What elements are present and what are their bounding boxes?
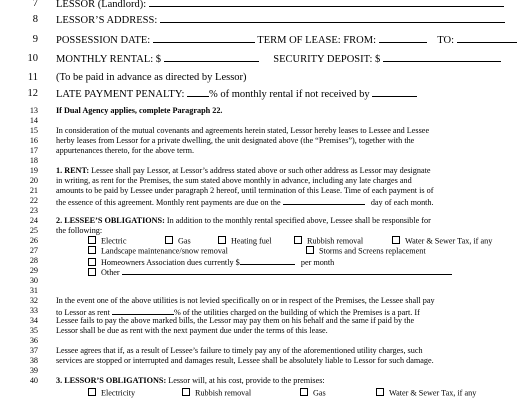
obligations-row-1	[88, 236, 126, 247]
lessor-water-checkbox[interactable]	[376, 388, 384, 396]
term-from-input[interactable]	[379, 34, 427, 43]
term-to-label: TO:	[437, 35, 455, 46]
line-number: 8	[32, 14, 38, 25]
lessor-rubbish-item	[182, 388, 251, 399]
monthly-rental-label: MONTHLY RENTAL: $	[56, 54, 162, 65]
late-payment-label: LATE PAYMENT PENALTY:	[56, 89, 185, 100]
lessor-obligations-heading: 3. LESSOR’S OBLIGATIONS:	[56, 376, 167, 385]
line-number: 36	[29, 336, 38, 345]
line-number: 30	[29, 276, 38, 285]
gas-label: Gas	[178, 236, 191, 246]
line-number: 33	[29, 306, 38, 315]
rent-line-4	[56, 196, 434, 208]
other-input-line[interactable]	[122, 266, 452, 275]
rent-due-tail: day of each month.	[370, 198, 434, 207]
lessor-electricity-checkbox[interactable]	[88, 388, 96, 396]
line-number: 19	[29, 166, 38, 175]
line-number: 9	[32, 34, 38, 45]
dual-agency-note: If Dual Agency applies, complete Paragraph 22.	[56, 106, 223, 115]
water-sewer-checkbox[interactable]	[392, 236, 400, 244]
hoa-amount-input[interactable]	[240, 256, 295, 265]
late-date-input[interactable]	[372, 88, 417, 97]
water-sewer-label: Water & Sewer Tax, if any	[405, 236, 493, 246]
line-number: 17	[29, 146, 38, 155]
late-percent-input[interactable]	[187, 88, 209, 97]
lessor-address-input-line[interactable]	[160, 14, 505, 23]
line-number: 37	[29, 346, 38, 355]
monthly-rental-input[interactable]	[164, 53, 259, 62]
rent-heading: 1. RENT:	[56, 166, 90, 175]
rubbish-item	[294, 236, 363, 247]
obligations-line-2: the following:	[56, 226, 103, 235]
lessor-gas-item	[300, 388, 326, 399]
possession-term-row	[56, 34, 517, 46]
lessor-obligations-text: Lessor will, at his cost, provide to the premises:	[166, 376, 325, 385]
utilities-line-1: In the event one of the above utilities is not levied specifically on or in respect of the Premises, the Lessee shall pay	[56, 296, 435, 305]
line-number: 25	[29, 226, 38, 235]
line-number: 14	[29, 116, 38, 125]
obligations-heading: 2. LESSEE’S OBLIGATIONS:	[56, 216, 165, 225]
gas-checkbox[interactable]	[165, 236, 173, 244]
lessor-gas-checkbox[interactable]	[300, 388, 308, 396]
lessor-address-label: LESSOR’S ADDRESS:	[56, 15, 158, 26]
intro-line-3: appurtenances thereto, for the above term.	[56, 146, 194, 155]
line-number: 31	[29, 286, 38, 295]
lessor-field	[56, 0, 504, 10]
lessor-rubbish-checkbox[interactable]	[182, 388, 190, 396]
intro-line-2: herby leases from Lessor for a private dwelling, the unit designated above (the “Premises”), together with the	[56, 136, 415, 145]
late-payment-text: % of monthly rental if not received by	[209, 89, 370, 100]
lessor-rubbish-label: Rubbish removal	[195, 388, 252, 398]
lessor-gas-label: Gas	[313, 388, 326, 398]
storms-screens-checkbox[interactable]	[306, 246, 314, 254]
landscape-item	[88, 246, 228, 257]
rent-line-3: amounts to be paid by Lessee under paragraph 2 hereof, until termination of this Lease. Time of each payment is of	[56, 186, 434, 195]
line-number: 7	[32, 0, 38, 9]
line-number: 15	[29, 126, 38, 135]
line-number: 26	[29, 236, 38, 245]
term-from-label: TERM OF LEASE: FROM:	[257, 35, 377, 46]
line-number: 34	[29, 316, 38, 325]
lessor-electricity-label: Electricity	[101, 388, 136, 398]
line-number: 18	[29, 156, 38, 165]
obligations-text: In addition to the monthly rental specified above, Lessee shall be responsible for	[164, 216, 431, 225]
lessor-electricity-item	[88, 388, 135, 399]
storms-item	[306, 246, 426, 257]
rental-deposit-row	[56, 53, 501, 65]
line-number: 40	[29, 376, 38, 385]
line-number: 35	[29, 326, 38, 335]
lessor-water-label: Water & Sewer Tax, if any	[389, 388, 477, 398]
hoa-label: Homeowners Association dues currently $	[101, 258, 240, 267]
obligations-line-1	[56, 216, 431, 226]
rent-line-1	[56, 166, 431, 176]
line-number: 21	[29, 186, 38, 195]
possession-date-label: POSSESSION DATE:	[56, 35, 151, 46]
term-to-input[interactable]	[457, 34, 517, 43]
line-number: 29	[29, 266, 38, 275]
rent-line-2: in writing, as rent for the Premises, the sum stated above monthly in advance, including any late charges and	[56, 176, 412, 185]
line-number: 20	[29, 176, 38, 185]
heating-fuel-checkbox[interactable]	[218, 236, 226, 244]
electric-label: Electric	[101, 236, 127, 246]
hoa-tail: per month	[300, 258, 335, 267]
line-number: 13	[29, 106, 38, 115]
line-number: 27	[29, 246, 38, 255]
line-number: 16	[29, 136, 38, 145]
rubbish-removal-label: Rubbish removal	[307, 236, 364, 246]
rent-due-text: the essence of this agreement. Monthly rent payments are due on the	[56, 198, 281, 207]
landscape-checkbox[interactable]	[88, 246, 96, 254]
utilities-text-a: to Lessor as rent	[56, 308, 110, 317]
lessor-label: LESSOR (Landlord):	[56, 0, 147, 10]
line-number: 12	[27, 88, 38, 99]
rent-text: Lessee shall pay Lessor, at Lessor’s address stated above or such other address as Lessor may designate	[89, 166, 431, 175]
heating-fuel-label: Heating fuel	[231, 236, 272, 246]
agree-line-1: Lessee agrees that if, as a result of Lessee’s failure to timely pay any of the aforementioned utility charges, such	[56, 346, 423, 355]
heating-item	[218, 236, 272, 247]
possession-date-input[interactable]	[153, 34, 255, 43]
other-label: Other	[101, 268, 120, 277]
security-deposit-input[interactable]	[383, 53, 501, 62]
line-number: 38	[29, 356, 38, 365]
line-number: 28	[29, 256, 38, 265]
other-item	[88, 266, 452, 278]
late-payment-row	[56, 88, 417, 100]
paid-in-advance-note: (To be paid in advance as directed by Lessor)	[56, 72, 247, 83]
other-checkbox[interactable]	[88, 268, 96, 276]
rubbish-removal-checkbox[interactable]	[294, 236, 302, 244]
security-deposit-label: SECURITY DEPOSIT: $	[273, 54, 381, 65]
line-number: 32	[29, 296, 38, 305]
utilities-line-4: Lessor shall be due as rent with the next payment due under the terms of this lease.	[56, 326, 328, 335]
lessor-address-field	[56, 14, 505, 26]
lessor-obligations-line	[56, 376, 325, 386]
lessor-input-line[interactable]	[149, 0, 504, 7]
electric-checkbox[interactable]	[88, 236, 96, 244]
storms-screens-label: Storms and Screens replacement	[319, 246, 426, 256]
line-number: 10	[27, 53, 38, 64]
agree-line-2: services are stopped or interrupted and damages result, Lessee shall be absolutely liable to Lessor for such damage.	[56, 356, 434, 365]
gas-item	[165, 236, 191, 247]
water-item	[392, 236, 492, 247]
utilities-percent-input[interactable]	[112, 306, 174, 315]
line-number: 23	[29, 206, 38, 215]
landscape-label: Landscape maintenance/snow removal	[101, 246, 228, 256]
line-number: 24	[29, 216, 38, 225]
line-number: 11	[27, 72, 38, 83]
rent-due-day-input[interactable]	[283, 196, 365, 205]
intro-line-1: In consideration of the mutual covenants and agreements herein stated, Lessor hereby leases to Lessee and Lessee	[56, 126, 430, 135]
utilities-text-b: % of the utilities charged on the building of which the Premises is a part. If	[173, 308, 420, 317]
line-number: 39	[29, 366, 38, 375]
line-number: 22	[29, 196, 38, 205]
lessor-water-item	[376, 388, 476, 399]
utilities-line-3: Lessee fails to pay the above marked bills, the Lessor may pay them on his behalf and the same if paid by the	[56, 316, 415, 325]
hoa-checkbox[interactable]	[88, 258, 96, 266]
